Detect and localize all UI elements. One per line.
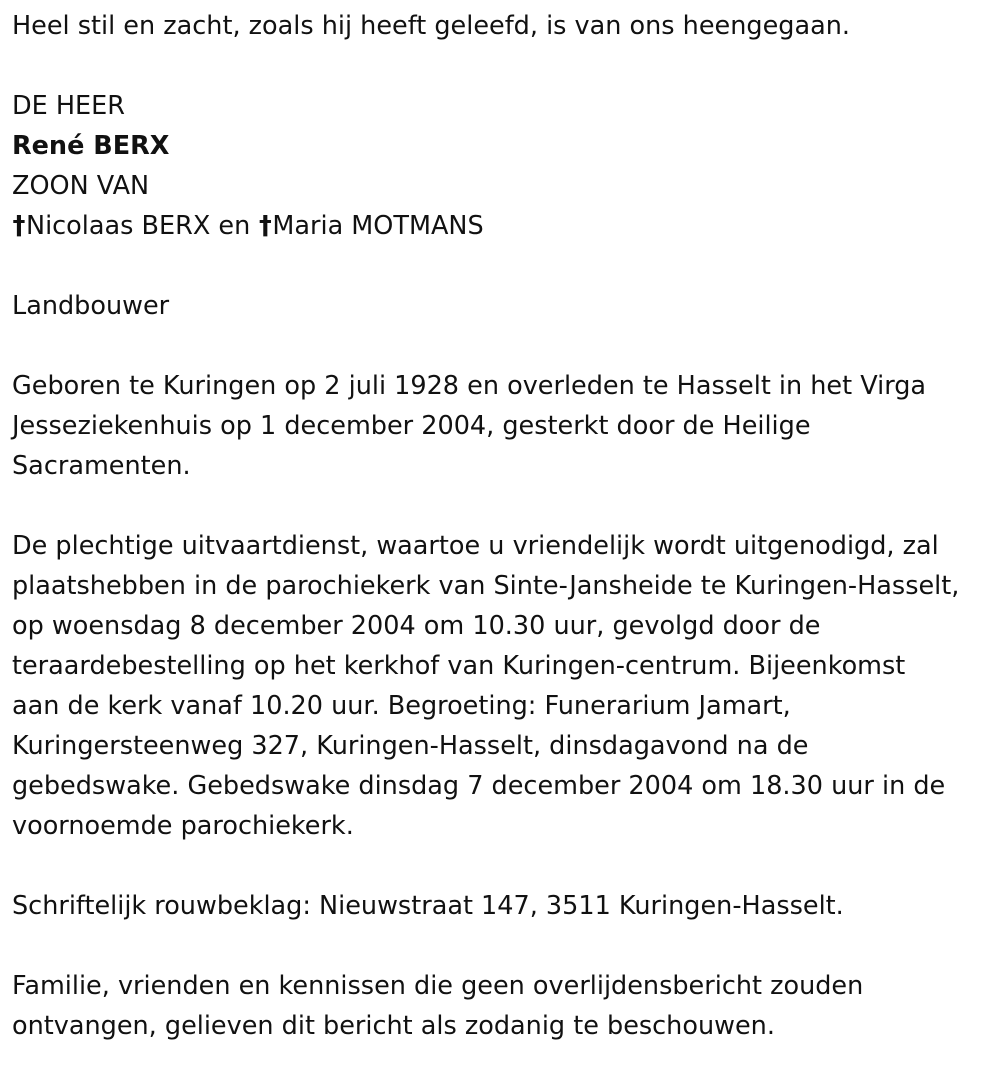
funeral-line: teraardebestelling op het kerkhof van Kuringen-centrum. Bijeenkomst xyxy=(12,651,906,681)
spacer xyxy=(12,846,988,886)
occupation-text: Landbouwer xyxy=(12,291,170,321)
birth-death-line: Jesseziekenhuis op 1 december 2004, gesterkt door de Heilige xyxy=(12,411,811,441)
funeral-line: plaatshebben in de parochiekerk van Sinte-Jansheide te Kuringen-Hasselt, xyxy=(12,571,960,601)
spacer xyxy=(12,326,988,366)
funeral-line: De plechtige uitvaartdienst, waartoe u vriendelijk wordt uitgenodigd, zal xyxy=(12,531,939,561)
funeral-line: Kuringersteenweg 327, Kuringen-Hasselt, dinsdagavond na de xyxy=(12,731,809,761)
father-name: Nicolaas BERX xyxy=(26,211,211,241)
spacer xyxy=(12,246,988,286)
closing-line: Familie, vrienden en kennissen die geen overlijdensbericht zouden xyxy=(12,971,864,1001)
intro-text: Heel stil en zacht, zoals hij heeft geleefd, is van ons heengegaan. xyxy=(12,11,850,41)
cross-icon: † xyxy=(12,211,26,241)
mother-name: Maria MOTMANS xyxy=(272,211,484,241)
closing-paragraph xyxy=(12,966,988,1046)
title-prefix: DE HEER xyxy=(12,91,125,121)
spacer xyxy=(12,46,988,86)
birth-death-line: Sacramenten. xyxy=(12,451,191,481)
deceased-name: René BERX xyxy=(12,131,170,161)
funeral-line: gebedswake. Gebedswake dinsdag 7 december 2004 om 18.30 uur in de xyxy=(12,771,946,801)
funeral-line: op woensdag 8 december 2004 om 10.30 uur, gevolgd door de xyxy=(12,611,821,641)
funeral-line: voornoemde parochiekerk. xyxy=(12,811,354,841)
funeral-paragraph xyxy=(12,526,988,846)
condolence-address: Schriftelijk rouwbeklag: Nieuwstraat 147, 3511 Kuringen-Hasselt. xyxy=(12,891,844,921)
spacer xyxy=(12,926,988,966)
parents-line xyxy=(12,206,988,246)
spacer xyxy=(12,486,988,526)
cross-icon: † xyxy=(259,211,272,241)
relation-text: ZOON VAN xyxy=(12,171,150,201)
closing-line: ontvangen, gelieven dit bericht als zodanig te beschouwen. xyxy=(12,1011,775,1041)
parents-connector: en xyxy=(210,211,259,241)
funeral-line: aan de kerk vanaf 10.20 uur. Begroeting: Funerarium Jamart, xyxy=(12,691,791,721)
birth-death-paragraph xyxy=(12,366,988,486)
birth-death-line: Geboren te Kuringen op 2 juli 1928 en overleden te Hasselt in het Virga xyxy=(12,371,927,401)
